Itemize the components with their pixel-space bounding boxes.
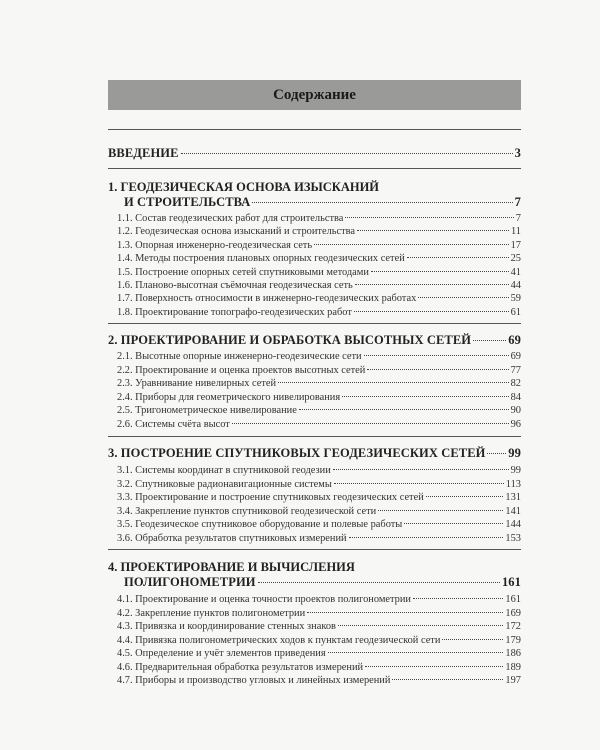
toc-item[interactable] — [117, 594, 521, 605]
toc-item-label: 1.6. Планово-высотная съёмочная геодезическая сеть — [117, 280, 353, 291]
chapter-3-title: 3. ПОСТРОЕНИЕ СПУТНИКОВЫХ ГЕОДЕЗИЧЕСКИХ СЕТЕЙ — [108, 446, 486, 460]
toc-item[interactable] — [117, 506, 521, 517]
toc-item-label: 4.2. Закрепление пунктов полигонометрии — [117, 607, 306, 619]
dot-leader — [232, 423, 509, 424]
toc-item-label: 1.2. Геодезическая основа изысканий и строительства — [117, 226, 356, 238]
dot-leader — [365, 666, 503, 667]
toc-chapter-2[interactable] — [108, 333, 521, 348]
toc-item[interactable] — [117, 253, 521, 264]
dot-leader — [426, 496, 504, 497]
divider — [108, 436, 521, 437]
dot-leader — [307, 612, 503, 613]
toc-item-page: 197 — [505, 675, 521, 686]
chapter-1-title-line2: И СТРОИТЕЛЬСТВА — [124, 195, 251, 209]
dot-leader — [378, 510, 503, 511]
divider — [108, 549, 521, 550]
intro-page: 3 — [514, 146, 521, 160]
dot-leader — [407, 257, 509, 258]
dot-leader — [392, 679, 503, 680]
toc-item-page: 172 — [505, 621, 521, 632]
toc-item[interactable] — [117, 419, 521, 430]
dot-leader — [357, 230, 509, 231]
toc-item[interactable] — [117, 293, 521, 304]
toc-item-page: 25 — [510, 253, 521, 265]
chapter-4-title-line2: ПОЛИГОНОМЕТРИИ — [124, 575, 256, 589]
toc-item-label: 1.3. Опорная инженерно-геодезическая сеть — [117, 239, 313, 251]
toc-item-page: 77 — [510, 364, 521, 376]
toc-item[interactable] — [117, 240, 521, 251]
toc-item-label: 4.4. Привязка полигонометрических ходов к пунктам геодезической сети — [117, 634, 441, 646]
toc-item-page: 84 — [510, 391, 521, 403]
dot-leader — [314, 244, 509, 245]
toc-item-label: 1.5. Построение опорных сетей спутниковыми методами — [117, 266, 369, 278]
toc-item-page: 179 — [505, 634, 521, 646]
dot-leader — [252, 202, 512, 203]
toc-item[interactable] — [117, 392, 521, 403]
toc-item-page: 41 — [510, 266, 521, 278]
toc-item[interactable] — [117, 365, 521, 376]
toc-item-label: 1.8. Проектирование топографо-геодезических работ — [117, 306, 352, 318]
toc-item-page: 141 — [505, 505, 521, 517]
toc-item[interactable] — [117, 213, 521, 224]
dot-leader — [299, 409, 509, 410]
toc-chapter-4[interactable] — [124, 575, 521, 590]
toc-item-page: 7 — [515, 213, 521, 224]
chapter-4-title-line1[interactable]: 4. ПРОЕКТИРОВАНИЕ И ВЫЧИСЛЕНИЯ — [108, 560, 355, 574]
toc-item-page: 99 — [510, 465, 521, 476]
toc-item-label: 4.7. Приборы и производство угловых и линейных измерений — [117, 675, 391, 686]
toc-chapter-1[interactable] — [124, 195, 521, 210]
toc-chapter-3[interactable] — [108, 446, 521, 461]
dot-leader — [371, 271, 509, 272]
toc-item-label: 3.3. Проектирование и построение спутниковых геодезических сетей — [117, 492, 424, 504]
dot-leader — [473, 340, 506, 341]
toc-item-page: 61 — [510, 306, 521, 318]
dot-leader — [349, 537, 504, 538]
toc-item-label: 2.1. Высотные опорные инженерно-геодезические сети — [117, 351, 362, 362]
divider — [108, 129, 521, 130]
divider — [108, 168, 521, 169]
toc-item-page: 169 — [505, 607, 521, 619]
toc-item-label: 3.4. Закрепление пунктов спутниковой геодезической сети — [117, 505, 377, 517]
toc-item-page: 44 — [510, 280, 521, 291]
toc-item[interactable] — [117, 608, 521, 619]
toc-item-page: 153 — [505, 533, 521, 544]
toc-item-page: 189 — [505, 661, 521, 673]
toc-item-label: 2.5. Тригонометрическое нивелирование — [117, 405, 297, 417]
chapter-2-title: 2. ПРОЕКТИРОВАНИЕ И ОБРАБОТКА ВЫСОТНЫХ СЕТЕЙ — [108, 333, 472, 347]
dot-leader — [333, 469, 509, 470]
toc-item[interactable] — [117, 226, 521, 237]
toc-item-page: 131 — [505, 492, 521, 504]
toc-item-page: 144 — [505, 519, 521, 531]
dot-leader — [355, 284, 509, 285]
chapter-1-page: 7 — [514, 195, 521, 209]
toc-item-page: 96 — [510, 419, 521, 430]
toc-item-label: 3.6. Обработка результатов спутниковых измерений — [117, 533, 347, 544]
dot-leader — [342, 396, 509, 397]
chapter-4-page: 161 — [501, 575, 521, 589]
toc-item-label: 3.1. Системы координат в спутниковой геодезии — [117, 465, 331, 476]
chapter-3-page: 99 — [508, 446, 521, 460]
page-title: Содержание — [273, 86, 356, 103]
dot-leader — [367, 369, 508, 370]
toc-item-label: 3.5. Геодезическое спутниковое оборудование и полевые работы — [117, 519, 403, 531]
toc-item[interactable] — [117, 378, 521, 389]
toc-item[interactable] — [117, 675, 521, 686]
dot-leader — [278, 382, 509, 383]
toc-item-label: 2.4. Приборы для геометрического нивелирования — [117, 391, 341, 403]
chapter-1-title-line1[interactable]: 1. ГЕОДЕЗИЧЕСКАЯ ОСНОВА ИЗЫСКАНИЙ — [108, 180, 380, 194]
dot-leader — [258, 582, 500, 583]
dot-leader — [364, 355, 509, 356]
divider — [108, 323, 521, 324]
toc-item-page: 17 — [510, 239, 521, 251]
toc-item-page: 161 — [505, 594, 521, 605]
toc-item-page: 186 — [505, 648, 521, 659]
dot-leader — [338, 625, 503, 626]
toc-item-page: 82 — [510, 378, 521, 390]
toc-item-label: 2.3. Уравнивание нивелирных сетей — [117, 378, 277, 390]
toc-item[interactable] — [117, 479, 521, 490]
toc-item-label: 4.3. Привязка и координирование стенных знаков — [117, 621, 336, 632]
toc-item[interactable] — [117, 351, 521, 362]
toc-item-label: 1.4. Методы построения плановых опорных геодезических сетей — [117, 253, 405, 265]
toc-item[interactable] — [117, 280, 521, 291]
toc-item[interactable] — [117, 662, 521, 673]
toc-item[interactable] — [117, 307, 521, 318]
dot-leader — [181, 153, 513, 154]
toc-item[interactable] — [117, 621, 521, 632]
dot-leader — [354, 311, 509, 312]
toc-item[interactable] — [117, 267, 521, 278]
dot-leader — [418, 297, 508, 298]
dot-leader — [442, 639, 503, 640]
dot-leader — [487, 453, 506, 454]
dot-leader — [345, 217, 513, 218]
toc-intro[interactable] — [108, 146, 521, 161]
toc-item[interactable] — [117, 648, 521, 659]
toc-item-page: 113 — [505, 478, 521, 490]
toc-item-label: 1.1. Состав геодезических работ для строительства — [117, 213, 344, 224]
chapter-2-page: 69 — [508, 333, 521, 347]
dot-leader — [413, 598, 503, 599]
toc-item[interactable] — [117, 465, 521, 476]
toc-item-label: 2.6. Системы счёта высот — [117, 419, 230, 430]
toc-item-label: 2.2. Проектирование и оценка проектов высотных сетей — [117, 364, 366, 376]
toc-item[interactable] — [117, 405, 521, 416]
header-band — [108, 80, 521, 110]
toc-item-page: 69 — [510, 351, 521, 362]
toc-item[interactable] — [117, 635, 521, 646]
intro-label: ВВЕДЕНИЕ — [108, 146, 179, 160]
toc-item-label: 3.2. Спутниковые радионавигационные системы — [117, 478, 332, 490]
dot-leader — [334, 483, 504, 484]
toc-item[interactable] — [117, 533, 521, 544]
dot-leader — [328, 652, 504, 653]
toc-item[interactable] — [117, 519, 521, 530]
toc-item-label: 1.7. Поверхность относимости в инженерно-геодезических работах — [117, 293, 417, 305]
toc-item-label: 4.1. Проектирование и оценка точности проектов полигонометрии — [117, 594, 411, 605]
toc-item-page: 90 — [510, 405, 521, 417]
toc-item-label: 4.6. Предварительная обработка результатов измерений — [117, 661, 364, 673]
dot-leader — [404, 523, 503, 524]
toc-item-label: 4.5. Определение и учёт элементов приведения — [117, 648, 326, 659]
toc-item[interactable] — [117, 492, 521, 503]
toc-item-page: 11 — [510, 226, 521, 238]
toc-item-page: 59 — [510, 293, 521, 305]
